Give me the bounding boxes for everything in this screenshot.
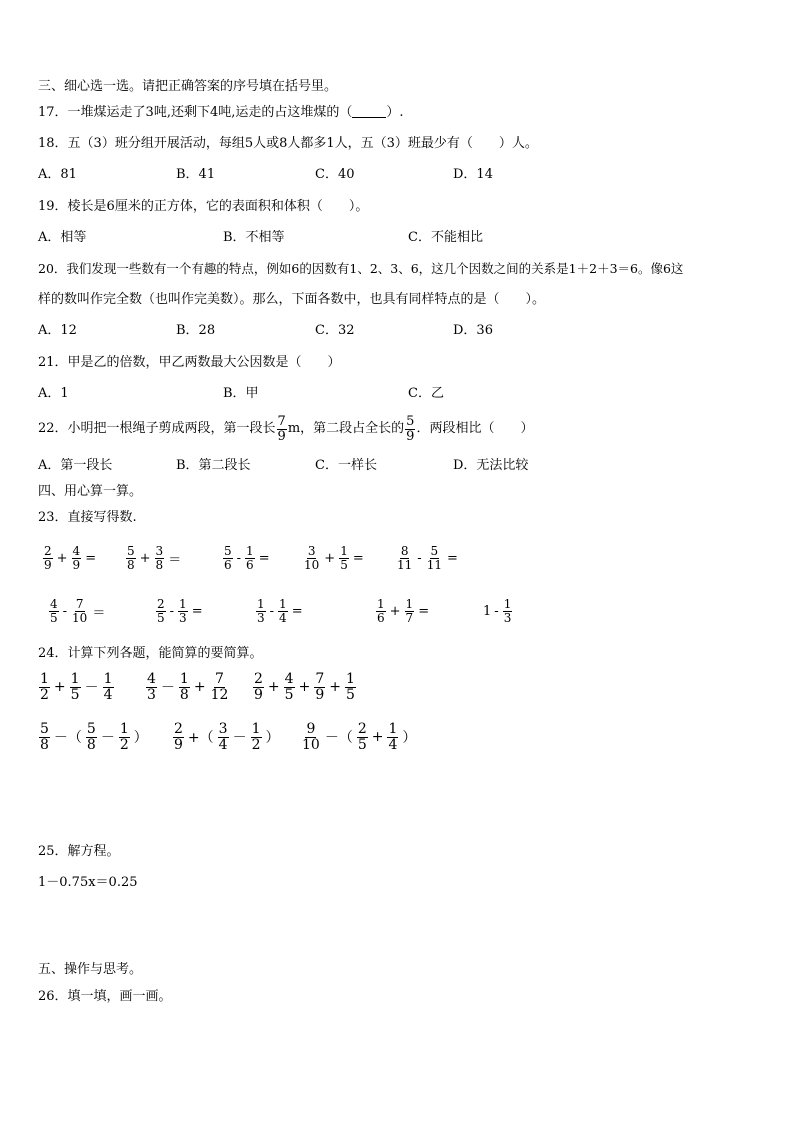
fraction: $\frac{8}{11}$ bbox=[397, 544, 413, 572]
mental-math-item bbox=[483, 598, 513, 624]
fraction: $\frac{3}{4}$ bbox=[218, 721, 228, 753]
option-b[interactable]: B．甲 bbox=[223, 386, 259, 401]
fraction: $\frac{5}{8}$ bbox=[40, 721, 49, 753]
option-b[interactable]: B．不相等 bbox=[223, 230, 285, 245]
calc-expression bbox=[172, 722, 283, 752]
option-c[interactable]: C．一样长 bbox=[315, 458, 377, 473]
option-a[interactable]: A．1 bbox=[38, 386, 69, 401]
operator: + bbox=[193, 679, 206, 696]
equation: 1－0.75x＝0.25 bbox=[38, 875, 138, 890]
q22-text: 22．小明把一根绳子剪成两段，第一段长 bbox=[38, 421, 276, 436]
mental-math-item bbox=[255, 598, 306, 624]
fraction: $\frac{1}{5}$ bbox=[340, 544, 348, 572]
q22-text-end: ．两段相比（ ） bbox=[416, 421, 534, 436]
mental-math-item bbox=[375, 598, 432, 624]
section-3-title: 三、细心选一选。请把正确答案的序号填在括号里。 bbox=[38, 79, 338, 94]
fraction: $\frac{1}{2}$ bbox=[119, 721, 129, 753]
operator: - bbox=[269, 603, 275, 619]
fraction: $\frac{5}{6}$ bbox=[224, 544, 232, 572]
fraction: $\frac{5}{8}$ bbox=[86, 721, 96, 753]
operator: －（ bbox=[53, 730, 82, 747]
fraction: $\frac{2}{5}$ bbox=[157, 597, 165, 625]
fraction: $\frac{1}{8}$ bbox=[179, 671, 189, 703]
fraction: $\frac{1}{4}$ bbox=[103, 671, 113, 703]
operator: - bbox=[62, 603, 68, 619]
operator: - bbox=[417, 550, 422, 566]
paren-close: ） bbox=[133, 730, 148, 747]
option-c[interactable]: C．乙 bbox=[408, 386, 444, 401]
equals-sign: ＝ bbox=[92, 605, 106, 621]
question-23-title: 23．直接写得数. bbox=[38, 510, 137, 525]
operator: + bbox=[267, 679, 280, 696]
question-20-line2: 样的数叫作完全数（也叫作完美数）。那么，下面各数中，也具有同样特点的是（ ）。 bbox=[38, 292, 546, 307]
operator: - bbox=[169, 603, 175, 619]
fraction: $\frac{5}{11}$ bbox=[426, 544, 442, 572]
calc-expression bbox=[252, 672, 357, 702]
calc-expression bbox=[38, 722, 151, 752]
mental-math-item bbox=[222, 545, 273, 571]
whole-number: 1 bbox=[483, 603, 492, 619]
question-26-title: 26．填一填，画一画。 bbox=[38, 989, 172, 1004]
equals-sign: ＝ bbox=[168, 552, 182, 568]
option-a[interactable]: A．相等 bbox=[38, 230, 87, 245]
paren-close: ） bbox=[265, 730, 280, 747]
fraction: $\frac{3}{8}$ bbox=[155, 544, 164, 572]
equals-sign: = bbox=[85, 550, 97, 566]
fraction: $\frac{1}{5}$ bbox=[70, 671, 80, 703]
operator: + bbox=[389, 603, 401, 619]
question-19: 19．棱长是6厘米的正方体，它的表面积和体积（ ）。 bbox=[38, 199, 369, 214]
option-a[interactable]: A．12 bbox=[38, 323, 77, 338]
mental-math-item bbox=[155, 598, 206, 624]
option-b[interactable]: B．第二段长 bbox=[176, 458, 251, 473]
fraction: $\frac{1}{3}$ bbox=[179, 597, 187, 625]
fraction: $\frac{7}{9}$ bbox=[315, 671, 325, 703]
fraction: $\frac{1}{5}$ bbox=[345, 671, 355, 703]
fraction: $\frac{7}{9}$ bbox=[277, 413, 286, 444]
question-17 bbox=[38, 104, 404, 122]
option-b[interactable]: B．41 bbox=[176, 167, 216, 182]
fraction: $\frac{1}{7}$ bbox=[405, 597, 414, 625]
mental-math-item bbox=[125, 545, 184, 571]
equals-sign: = bbox=[258, 550, 270, 566]
calc-expression bbox=[38, 672, 115, 702]
fraction: $\frac{5}{8}$ bbox=[127, 544, 135, 572]
fraction: $\frac{1}{2}$ bbox=[251, 721, 261, 753]
q17-text: 17．一堆煤运走了3吨,还剩下4吨,运走的占这堆煤的（ bbox=[38, 105, 353, 120]
fraction: $\frac{3}{10}$ bbox=[304, 544, 320, 572]
calc-expression bbox=[145, 672, 230, 702]
operator: －（ bbox=[324, 730, 353, 747]
question-22 bbox=[38, 412, 533, 446]
equals-sign: = bbox=[418, 603, 430, 619]
operator: - bbox=[494, 603, 499, 619]
operator: － bbox=[100, 730, 115, 747]
q22-text-mid: m，第二段占全长的 bbox=[287, 421, 405, 436]
option-c[interactable]: C．40 bbox=[315, 167, 355, 182]
equals-sign: = bbox=[352, 550, 364, 566]
operator: + bbox=[56, 550, 68, 566]
option-c[interactable]: C．不能相比 bbox=[408, 230, 483, 245]
fraction: $\frac{1}{6}$ bbox=[246, 544, 254, 572]
option-b[interactable]: B．28 bbox=[176, 323, 216, 338]
question-25-title: 25．解方程。 bbox=[38, 844, 120, 859]
fraction: $\frac{1}{3}$ bbox=[257, 597, 265, 625]
fraction: $\frac{1}{4}$ bbox=[388, 721, 398, 753]
paren-close: ） bbox=[402, 730, 417, 747]
fraction: $\frac{4}{5}$ bbox=[50, 597, 58, 625]
option-a[interactable]: A．第一段长 bbox=[38, 458, 113, 473]
fraction: $\frac{1}{6}$ bbox=[377, 597, 385, 625]
option-d[interactable]: D．无法比较 bbox=[453, 458, 529, 473]
question-20-line1: 20．我们发现一些数有一个有趣的特点，例如6的因数有1、2、3、6，这几个因数之间的关系是1＋2＋3＝6。像6这 bbox=[38, 261, 684, 276]
option-a[interactable]: A．81 bbox=[38, 167, 77, 182]
option-d[interactable]: D．14 bbox=[453, 167, 493, 182]
fraction: $\frac{4}{3}$ bbox=[147, 671, 156, 703]
mental-math-item bbox=[302, 545, 367, 571]
operator: + bbox=[298, 679, 311, 696]
mental-math-item bbox=[395, 545, 461, 571]
q17-text-end: ）. bbox=[386, 105, 404, 120]
operator: + bbox=[371, 729, 384, 746]
question-18: 18．五（3）班分组开展活动，每组5人或8人都多1人，五（3）班最少有（ ）人。 bbox=[38, 136, 538, 151]
operator: +（ bbox=[187, 730, 214, 747]
equals-sign: = bbox=[291, 603, 303, 619]
operator: + bbox=[139, 550, 151, 566]
fraction: $\frac{7}{10}$ bbox=[72, 597, 88, 625]
option-c[interactable]: C．32 bbox=[315, 323, 355, 338]
answer-blank[interactable] bbox=[352, 105, 386, 118]
fraction: $\frac{1}{4}$ bbox=[279, 597, 287, 625]
fraction: $\frac{1}{2}$ bbox=[40, 671, 49, 703]
question-21: 21．甲是乙的倍数，甲乙两数最大公因数是（ ） bbox=[38, 355, 341, 370]
fraction: $\frac{4}{9}$ bbox=[72, 544, 81, 572]
fraction: $\frac{2}{9}$ bbox=[254, 671, 263, 703]
fraction: $\frac{1}{3}$ bbox=[503, 597, 512, 625]
fraction: $\frac{2}{5}$ bbox=[357, 721, 367, 753]
operator: － bbox=[84, 680, 99, 697]
operator: - bbox=[236, 550, 242, 566]
fraction: $\frac{7}{12}$ bbox=[210, 671, 229, 703]
mental-math-item bbox=[48, 598, 108, 624]
fraction: $\frac{9}{10}$ bbox=[302, 721, 320, 753]
operator: － bbox=[160, 680, 175, 697]
operator: + bbox=[53, 679, 66, 696]
calc-expression bbox=[300, 722, 419, 752]
section-5-title: 五、操作与思考。 bbox=[38, 962, 143, 977]
operator: + bbox=[329, 679, 341, 696]
fraction: $\frac{4}{5}$ bbox=[284, 671, 294, 703]
question-24-title: 24．计算下列各题，能简算的要简算。 bbox=[38, 646, 263, 661]
mental-math-item bbox=[42, 545, 99, 571]
equals-sign: = bbox=[191, 603, 203, 619]
fraction: $\frac{5}{9}$ bbox=[406, 413, 415, 444]
option-d[interactable]: D．36 bbox=[453, 323, 493, 338]
operator: + bbox=[324, 550, 336, 566]
fraction: $\frac{2}{9}$ bbox=[174, 721, 183, 753]
section-4-title: 四、用心算一算。 bbox=[38, 484, 143, 499]
operator: － bbox=[232, 730, 247, 747]
equals-sign: = bbox=[446, 550, 458, 566]
fraction: $\frac{2}{9}$ bbox=[44, 544, 52, 572]
